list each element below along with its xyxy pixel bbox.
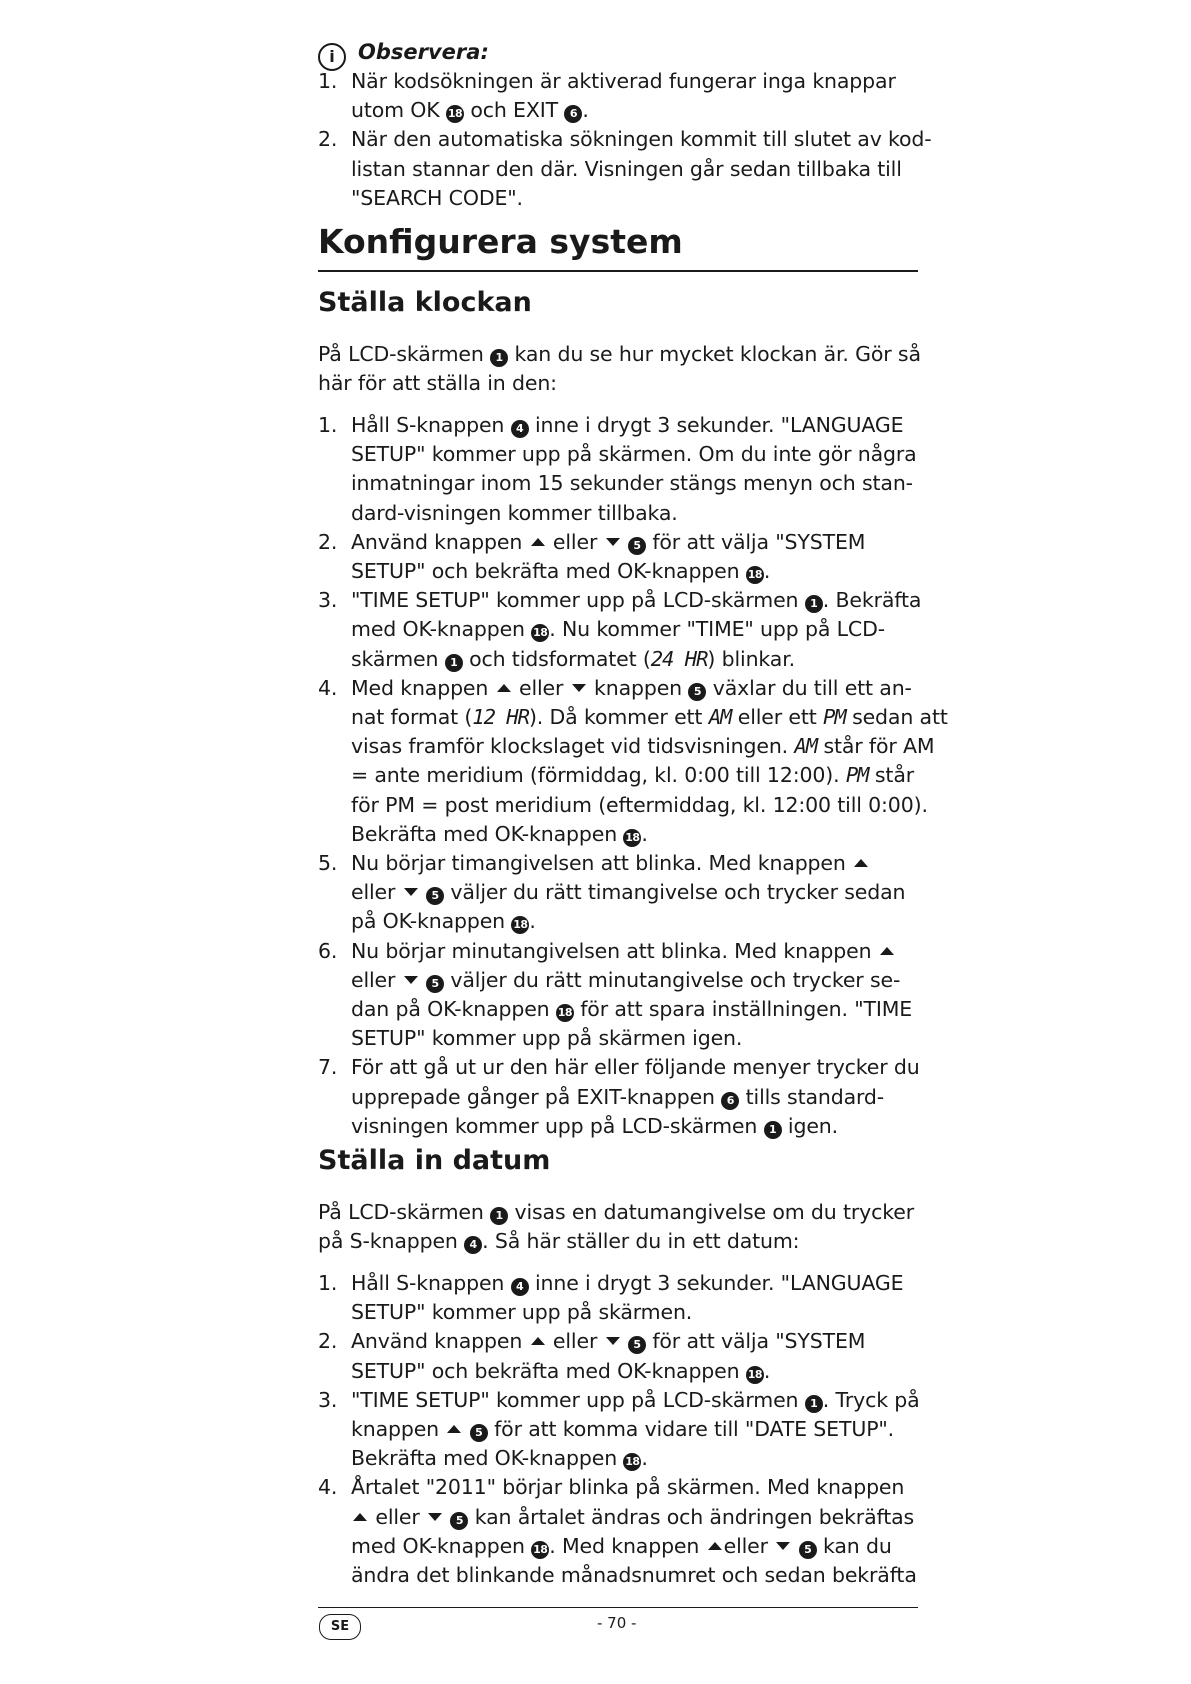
list-line [318, 586, 922, 615]
callout-number-icon: 18 [746, 566, 764, 584]
text-run: dan på OK-knappen [351, 997, 556, 1022]
text-run: visas en datumangivelse om du trycker [508, 1200, 915, 1224]
list-number: 7. [318, 1055, 338, 1080]
list-line [318, 1503, 918, 1532]
list-line [318, 878, 918, 907]
list-number: 5. [318, 851, 338, 876]
text-run: står för AM [817, 734, 935, 759]
heading-clock: Ställa klockan [318, 287, 532, 318]
list-number: 2. [318, 1329, 338, 1354]
text-run: kan årtalet ändras och ändringen bekräftas [468, 1504, 915, 1529]
text-run: Nu börjar minutangivelsen att blinka. Med knappen [351, 938, 878, 963]
text-run: eller [723, 1533, 775, 1558]
text-run: eller [512, 675, 570, 700]
text-run: visningen kommer upp på LCD-skärmen [351, 1113, 764, 1138]
lcd-text: 12 HR [472, 705, 529, 730]
text-run: ändra det blinkande månadsnumret och sedan bekräfta [351, 1563, 917, 1588]
text-run: nat format ( [351, 705, 473, 730]
list-line [318, 1357, 918, 1386]
lcd-text: PM [845, 763, 869, 788]
callout-number-icon: 18 [531, 624, 549, 642]
paragraph-line [318, 369, 918, 398]
callout-number-icon: 1 [764, 1121, 782, 1139]
lcd-text: PM [823, 705, 846, 730]
callout-number-icon: 5 [628, 537, 646, 555]
text-run: Årtalet "2011" börjar blinka på skärmen. Med knappen [351, 1475, 905, 1500]
text-run: växlar du till ett an- [706, 675, 912, 700]
list-number: 1. [318, 413, 338, 437]
arrow-up-icon [531, 1337, 545, 1345]
list-line [318, 966, 918, 995]
list-line [318, 1112, 918, 1141]
arrow-up-icon [353, 1513, 367, 1521]
date-intro [318, 1198, 918, 1256]
list-line [318, 557, 918, 586]
text-run: med OK-knappen [351, 617, 532, 642]
list-number: 2. [318, 529, 338, 554]
text-run: väljer du rätt minutangivelse och trycker se- [444, 967, 901, 992]
list-line [318, 849, 918, 878]
text-run: SETUP" kommer upp på skärmen igen. [351, 1026, 743, 1051]
callout-number-icon: 1 [805, 1395, 823, 1413]
callout-number-icon: 18 [446, 105, 464, 123]
list-line [318, 1561, 918, 1590]
list-line [318, 1532, 918, 1561]
text-run: . Bekräfta [822, 588, 922, 613]
note-title: i Observera: [318, 40, 489, 71]
lcd-text: AM [708, 705, 732, 730]
text-run: . Så här ställer du in ett datum: [482, 1229, 800, 1254]
paragraph-line [318, 340, 921, 369]
text-run: kan du [816, 1533, 892, 1558]
text-run: . Tryck på [822, 1387, 920, 1412]
text-run: skärmen [351, 646, 445, 671]
text-run: för att välja "SYSTEM [645, 529, 866, 554]
text-run [792, 1534, 798, 1558]
list-line [318, 184, 918, 213]
callout-number-icon: 5 [799, 1541, 817, 1559]
text-run: med OK-knappen [351, 1533, 532, 1558]
list-line [318, 499, 918, 528]
callout-number-icon: 18 [556, 1004, 574, 1022]
callout-number-icon: 18 [531, 1541, 549, 1559]
text-run: Använd knappen [351, 529, 529, 554]
text-run: Bekräfta med OK-knappen [351, 821, 624, 846]
text-run: När kodsökningen är aktiverad fungerar inga knappar [351, 69, 896, 93]
list-number: 2. [318, 127, 338, 152]
list-line [318, 820, 918, 849]
text-run: sedan att [845, 705, 948, 730]
text-run: SETUP" kommer upp på skärmen. Om du inte gör några [351, 442, 917, 467]
text-run: inmatningar inom 15 sekunder stängs menyn och stan- [351, 471, 913, 496]
arrow-down-icon [404, 888, 418, 896]
list-line [318, 528, 918, 557]
list-line [318, 411, 918, 440]
text-run: inne i drygt 3 sekunder. "LANGUAGE [528, 1271, 904, 1295]
list-line [318, 1386, 918, 1415]
text-run: på OK-knappen [351, 909, 512, 934]
text-run: för att spara inställningen. "TIME [573, 997, 913, 1022]
arrow-down-icon [776, 1542, 790, 1550]
text-run [420, 968, 426, 992]
text-run: och EXIT [463, 98, 565, 123]
text-run: igen. [781, 1113, 839, 1138]
callout-number-icon: 18 [511, 916, 529, 934]
text-run [420, 880, 426, 904]
text-run: eller [369, 1504, 427, 1529]
list-line [318, 1083, 918, 1112]
text-run: . [641, 1446, 648, 1471]
text-run: eller [546, 1329, 604, 1354]
page-number: - 70 - [597, 1614, 637, 1632]
text-run: dard-visningen kommer tillbaka. [351, 500, 678, 525]
callout-number-icon: 5 [426, 975, 444, 993]
callout-number-icon: 4 [511, 420, 529, 438]
list-line [318, 469, 918, 498]
arrow-up-icon [447, 1425, 461, 1433]
arrow-up-icon [531, 538, 545, 546]
text-run: inne i drygt 3 sekunder. "LANGUAGE [528, 413, 904, 437]
text-run [622, 530, 628, 554]
text-run: för att komma vidare till "DATE SETUP". [487, 1417, 895, 1442]
text-run: . [763, 559, 771, 584]
arrow-up-icon [497, 684, 511, 692]
list-line [318, 645, 918, 674]
text-run: eller [351, 880, 402, 905]
list-line [318, 674, 918, 703]
callout-number-icon: 18 [746, 1366, 764, 1384]
text-run: . [763, 1358, 771, 1383]
arrow-down-icon [428, 1513, 442, 1521]
section-title: Konfigurera system [318, 222, 683, 261]
list-number: 1. [318, 69, 338, 93]
date-steps [318, 1269, 918, 1590]
callout-number-icon: 1 [445, 654, 463, 672]
lcd-text: AM [794, 734, 818, 759]
text-run: Använd knappen [351, 1329, 529, 1354]
text-run: Med knappen [351, 675, 495, 700]
list-line [318, 995, 918, 1024]
callout-number-icon: 4 [511, 1278, 529, 1296]
callout-number-icon: 1 [805, 595, 823, 613]
callout-number-icon: 1 [490, 349, 508, 367]
text-run: . Nu kommer "TIME" upp på LCD- [549, 617, 885, 642]
list-line [318, 1024, 918, 1053]
list-line [318, 96, 918, 125]
list-line [318, 1269, 918, 1298]
list-line [318, 791, 928, 820]
text-run: för att välja "SYSTEM [645, 1329, 866, 1354]
arrow-up-icon [880, 947, 894, 955]
list-number: 6. [318, 938, 338, 963]
text-run: för PM = post meridium (eftermiddag, kl. 12:00 till 0:00). [351, 792, 928, 817]
text-run: På LCD-skärmen [318, 1200, 491, 1224]
title-rule [318, 270, 918, 272]
callout-number-icon: 5 [426, 887, 444, 905]
text-run: på S-knappen [318, 1229, 465, 1254]
list-number: 3. [318, 588, 338, 613]
text-run: utom OK [351, 98, 446, 123]
text-run: listan stannar den där. Visningen går sedan tillbaka till [351, 156, 902, 181]
text-run: På LCD-skärmen [318, 342, 491, 366]
language-badge: SE [319, 1614, 361, 1640]
text-run [463, 1417, 469, 1441]
heading-date: Ställa in datum [318, 1145, 551, 1176]
text-run: . Med knappen [549, 1533, 706, 1558]
text-run: För att gå ut ur den här eller följande menyer trycker du [351, 1055, 920, 1080]
clock-intro [318, 340, 921, 398]
text-run: eller ett [731, 705, 824, 730]
text-run: ). Då kommer ett [528, 705, 709, 730]
list-line [318, 1298, 918, 1327]
callout-number-icon: 4 [464, 1236, 482, 1254]
list-number: 4. [318, 1475, 338, 1500]
text-run: väljer du rätt timangivelse och trycker sedan [444, 880, 906, 905]
text-run: Nu börjar timangivelsen att blinka. Med knappen [351, 851, 853, 876]
text-run: När den automatiska sökningen kommit till slutet av kod- [351, 127, 932, 152]
note-list [318, 67, 932, 213]
callout-number-icon: 6 [564, 105, 582, 123]
text-run: SETUP" kommer upp på skärmen. [351, 1300, 693, 1325]
text-run: . [582, 98, 589, 123]
callout-number-icon: 5 [450, 1512, 468, 1530]
text-run: . [641, 821, 648, 846]
info-icon: i [318, 43, 346, 71]
list-line [318, 761, 918, 790]
list-line [318, 155, 918, 184]
callout-number-icon: 1 [490, 1207, 508, 1225]
arrow-down-icon [404, 976, 418, 984]
list-line [318, 732, 935, 761]
text-run [622, 1329, 628, 1353]
text-run: "TIME SETUP" kommer upp på LCD-skärmen [351, 1387, 805, 1412]
callout-number-icon: 18 [623, 829, 641, 847]
list-line [318, 937, 918, 966]
list-line [318, 67, 918, 96]
list-line [318, 1473, 918, 1502]
text-run: står [868, 763, 915, 788]
text-run [444, 1505, 450, 1529]
list-line [318, 907, 918, 936]
list-number: 1. [318, 1271, 338, 1295]
paragraph-line [318, 1227, 918, 1256]
text-run: och tidsformatet ( [462, 646, 651, 671]
list-number: 3. [318, 1387, 338, 1412]
text-run: eller [351, 967, 402, 992]
list-number: 4. [318, 675, 338, 700]
text-run: . [529, 909, 536, 934]
text-run: "TIME SETUP" kommer upp på LCD-skärmen [351, 588, 805, 613]
text-run: Håll S-knappen [351, 413, 511, 437]
text-run: Bekräfta med OK-knappen [351, 1446, 624, 1471]
list-line [318, 1444, 918, 1473]
text-run: tills standard- [739, 1084, 885, 1109]
text-run: = ante meridium (förmiddag, kl. 0:00 till 12:00). [351, 763, 846, 788]
list-line [318, 440, 918, 469]
text-run: SETUP" och bekräfta med OK-knappen [351, 559, 746, 584]
text-run: upprepade gånger på EXIT-knappen [351, 1084, 722, 1109]
arrow-up-icon [708, 1542, 722, 1550]
text-run: kan du se hur mycket klockan är. Gör så [508, 342, 921, 366]
callout-number-icon: 5 [470, 1424, 488, 1442]
text-run: Håll S-knappen [351, 1271, 511, 1295]
arrow-down-icon [572, 684, 586, 692]
callout-number-icon: 5 [688, 683, 706, 701]
list-line [318, 1415, 918, 1444]
footer-rule [318, 1607, 918, 1608]
callout-number-icon: 5 [628, 1336, 646, 1354]
arrow-down-icon [606, 538, 620, 546]
list-line [318, 1327, 918, 1356]
text-run: eller [546, 529, 604, 554]
text-run: här för att ställa in den: [318, 371, 557, 396]
text-run: knappen [587, 675, 689, 700]
arrow-up-icon [854, 859, 868, 867]
list-line [318, 703, 948, 732]
lcd-text: 24 HR [650, 646, 708, 671]
callout-number-icon: 18 [623, 1453, 641, 1471]
clock-steps [318, 411, 948, 1141]
text-run: "SEARCH CODE". [351, 185, 523, 210]
list-line [318, 615, 918, 644]
callout-number-icon: 6 [721, 1092, 739, 1110]
list-line [318, 125, 932, 154]
arrow-down-icon [606, 1337, 620, 1345]
text-run: knappen [351, 1417, 446, 1442]
paragraph-line [318, 1198, 918, 1227]
list-line [318, 1053, 918, 1082]
text-run: SETUP" och bekräfta med OK-knappen [351, 1358, 746, 1383]
text-run: visas framför klockslaget vid tidsvisningen. [351, 734, 795, 759]
text-run: ) blinkar. [707, 646, 795, 671]
